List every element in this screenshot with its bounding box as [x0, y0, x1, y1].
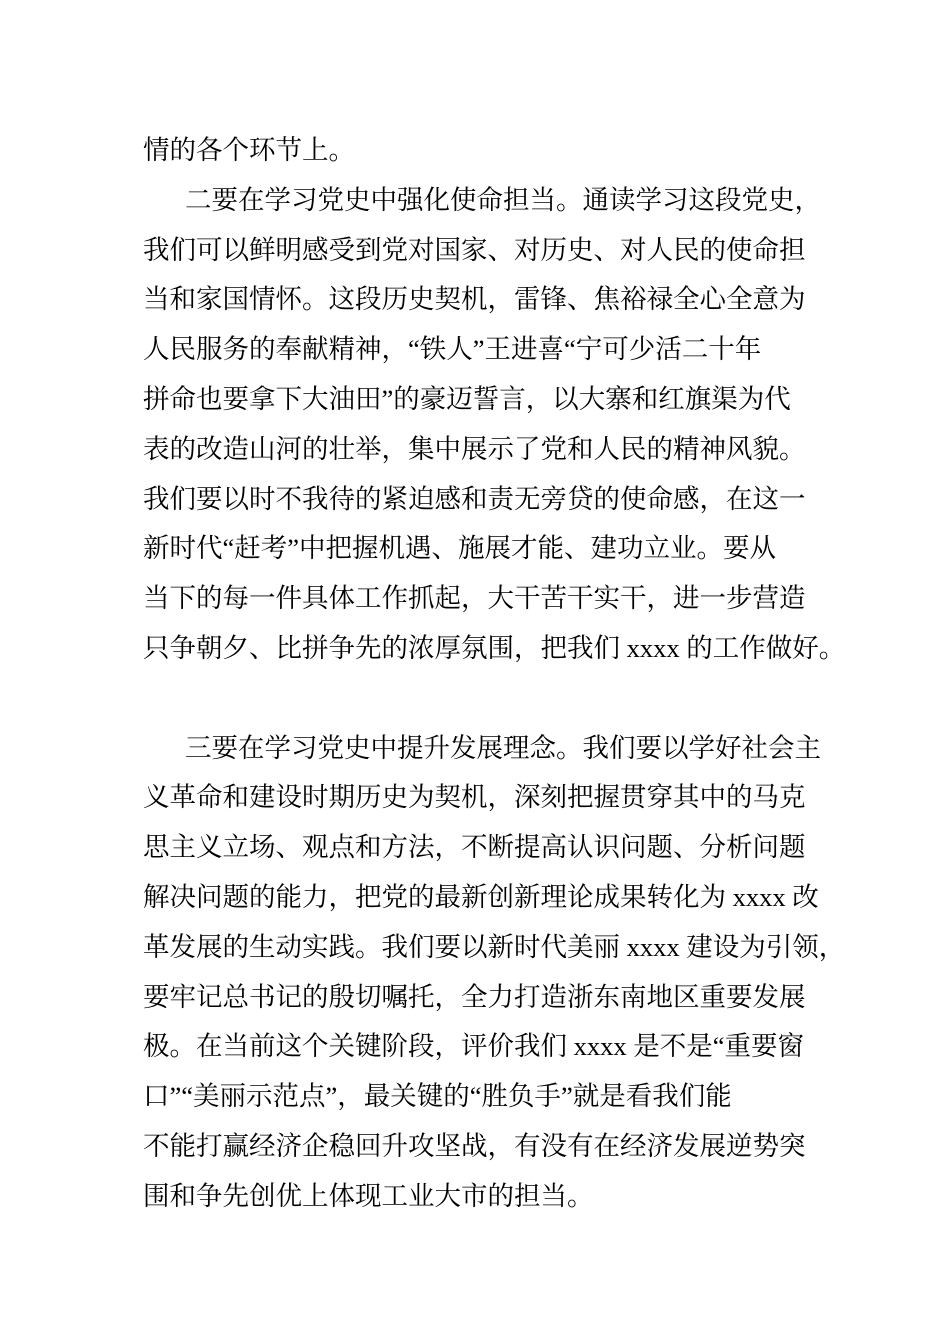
text-line: 当下的每一件具体工作抓起，大干苦干实干，进一步营造: [143, 583, 806, 614]
text-line: 要牢记总书记的殷切嘱托，全力打造浙东南地区重要发展: [143, 981, 806, 1012]
text-line: 不能打赢经济企稳回升攻坚战，有没有在经济发展逆势突: [143, 1130, 806, 1161]
text-line: 三要在学习党史中提升发展理念。我们要以学好社会主: [185, 732, 821, 763]
text-line: 我们要以时不我待的紧迫感和责无旁贷的使命感，在这一: [143, 483, 806, 514]
text-line: 极。在当前这个关键阶段，评价我们 xxxx 是不是“重要窗: [143, 1031, 805, 1062]
document-text: [143, 126, 846, 1222]
text-line: 当和家国情怀。这段历史契机，雷锋、焦裕禄全心全意为: [143, 284, 806, 315]
text-line: 口”“美丽示范点”，最关键的“胜负手”就是看我们能: [143, 1081, 732, 1112]
text-line: 表的改造山河的壮举，集中展示了党和人民的精神风貌。: [143, 433, 806, 464]
text-line: 革发展的生动实践。我们要以新时代美丽 xxxx 建设为引领，: [143, 931, 846, 962]
text-line: 拼命也要拿下大油田”的豪迈誓言，以大寨和红旗渠为代: [143, 383, 791, 414]
text-line: 围和争先创优上体现工业大市的担当。: [143, 1180, 594, 1211]
text-line: 情的各个环节上。: [143, 135, 355, 165]
text-line: 义革命和建设时期历史为契机，深刻把握贯穿其中的马克: [143, 782, 806, 813]
text-line: 二要在学习党史中强化使命担当。通读学习这段党史，: [185, 184, 821, 215]
text-line: 思主义立场、观点和方法，不断提高认识问题、分析问题: [143, 832, 806, 863]
text-line: 只争朝夕、比拼争先的浓厚氛围，把我们 xxxx 的工作做好。: [143, 632, 846, 663]
text-line: 我们可以鲜明感受到党对国家、对历史、对人民的使命担: [143, 234, 806, 265]
text-line: 人民服务的奉献精神，“铁人”王进喜“宁可少活二十年: [143, 334, 762, 365]
text-line: 新时代“赶考”中把握机遇、施展才能、建功立业。要从: [143, 533, 777, 564]
blank-line: [143, 674, 837, 724]
text-line: 解决问题的能力，把党的最新创新理论成果转化为 xxxx 改: [143, 881, 819, 912]
